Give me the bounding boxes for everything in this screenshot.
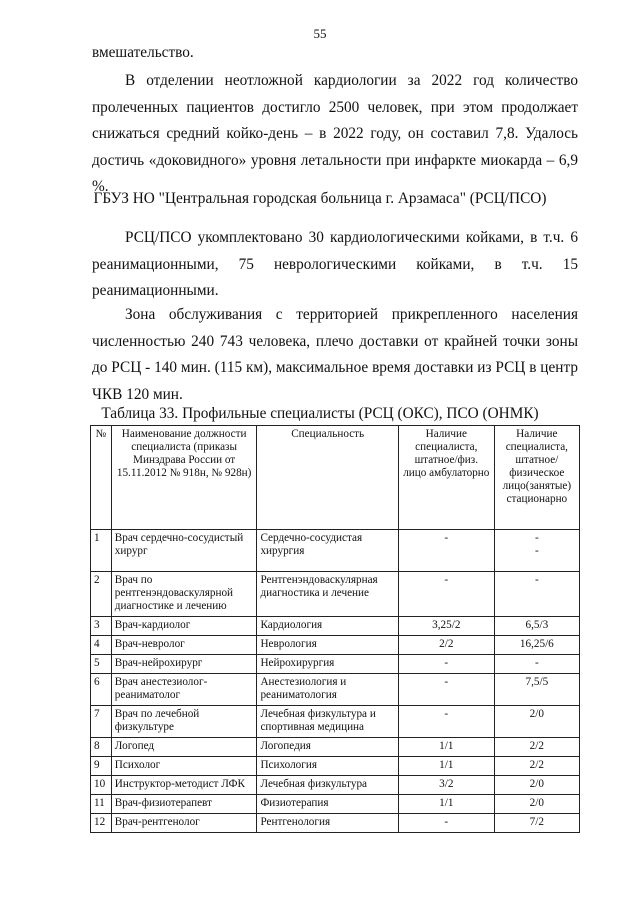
cell-outpatient: 3,25/2 bbox=[398, 617, 494, 636]
cell-position: Врач-нейрохирург bbox=[111, 655, 257, 674]
cell-outpatient: 3/2 bbox=[398, 776, 494, 795]
cell-outpatient: 1/1 bbox=[398, 795, 494, 814]
cell-position: Врач по рентгенэндоваскулярной диагностике и лечению bbox=[111, 572, 257, 617]
cell-position: Врач-рентгенолог bbox=[111, 814, 257, 833]
cell-outpatient: 2/2 bbox=[398, 636, 494, 655]
paragraph-3: РСЦ/ПСО укомплектовано 30 кардиологическими койками, в т.ч. 6 реанимационными, 75 неврологическими койками, в т.ч. 15 реанимационными. bbox=[92, 229, 578, 299]
header-outpatient: Наличие специалиста, штатное/физ. лицо амбулаторно bbox=[398, 426, 494, 530]
cell-inpatient-line: - bbox=[534, 532, 539, 544]
hospital-heading: ГБУЗ НО "Центральная городская больница г. Арзамаса" (РСЦ/ПСО) bbox=[93, 190, 547, 207]
cell-specialty: Психология bbox=[257, 757, 398, 776]
cell-num: 9 bbox=[91, 757, 112, 776]
cell-outpatient: 1/1 bbox=[398, 738, 494, 757]
cell-inpatient: - bbox=[494, 572, 579, 617]
cell-num: 4 bbox=[91, 636, 112, 655]
table-row bbox=[91, 572, 580, 617]
cell-inpatient: 2/0 bbox=[494, 795, 579, 814]
cell-position: Врач по лечебной физкультуре bbox=[111, 706, 257, 738]
cell-num: 5 bbox=[91, 655, 112, 674]
table-row bbox=[91, 655, 580, 674]
table-row bbox=[91, 530, 580, 572]
cell-specialty: Кардиология bbox=[257, 617, 398, 636]
cell-outpatient: - bbox=[398, 572, 494, 617]
cell-outpatient: - bbox=[398, 706, 494, 738]
page-number: 55 bbox=[313, 26, 327, 41]
cell-inpatient: 6,5/3 bbox=[494, 617, 579, 636]
cell-num: 1 bbox=[91, 530, 112, 572]
cell-num: 12 bbox=[91, 814, 112, 833]
cell-specialty: Рентгенэндоваскулярная диагностика и лечение bbox=[257, 572, 398, 617]
cell-inpatient: 2/0 bbox=[494, 706, 579, 738]
header-position: Наименование должности специалиста (приказы Минздрава России от 15.11.2012 № 918н, № 928н) bbox=[111, 426, 257, 530]
cell-num: 3 bbox=[91, 617, 112, 636]
cell-specialty: Неврология bbox=[257, 636, 398, 655]
cell-inpatient: - bbox=[494, 655, 579, 674]
cell-position: Врач-кардиолог bbox=[111, 617, 257, 636]
cell-specialty: Лечебная физкультура bbox=[257, 776, 398, 795]
table-row bbox=[91, 757, 580, 776]
table-row bbox=[91, 738, 580, 757]
table-row bbox=[91, 617, 580, 636]
specialists-table bbox=[90, 425, 580, 833]
cell-specialty: Сердечно-сосудистая хирургия bbox=[257, 530, 398, 572]
table-row bbox=[91, 795, 580, 814]
table-row bbox=[91, 674, 580, 706]
header-inpatient: Наличие специалиста, штатное/физическое лицо(занятые) стационарно bbox=[494, 426, 579, 530]
header-num: № bbox=[91, 426, 112, 530]
cell-specialty: Логопедия bbox=[257, 738, 398, 757]
cell-num: 2 bbox=[91, 572, 112, 617]
header-specialty: Специальность bbox=[257, 426, 398, 530]
cell-position: Врач сердечно-сосудистый хирург bbox=[111, 530, 257, 572]
cell-outpatient: - bbox=[398, 814, 494, 833]
cell-outpatient: - bbox=[398, 674, 494, 706]
cell-inpatient bbox=[494, 530, 579, 572]
paragraph-2: В отделении неотложной кардиологии за 2022 год количество пролеченных пациентов достигло 2500 человек, при этом продолжает снижаться средний койко-день – в 2022 году, он составил 7,8. Удалось достичь «доковидного» уровня летальности при инфаркте миокарда – 6,9 %. bbox=[92, 72, 578, 195]
cell-position: Логопед bbox=[111, 738, 257, 757]
table-caption: Таблица 33. Профильные специалисты (РСЦ (ОКС), ПСО (ОНМК) bbox=[101, 405, 539, 422]
table-row bbox=[91, 636, 580, 655]
cell-specialty: Анестезиология и реаниматология bbox=[257, 674, 398, 706]
cell-position: Психолог bbox=[111, 757, 257, 776]
paragraph-1: вмешательство. bbox=[92, 44, 194, 61]
cell-num: 7 bbox=[91, 706, 112, 738]
table-header-row bbox=[91, 426, 580, 530]
cell-inpatient: 7,5/5 bbox=[494, 674, 579, 706]
cell-specialty: Нейрохирургия bbox=[257, 655, 398, 674]
cell-specialty: Физиотерапия bbox=[257, 795, 398, 814]
cell-position: Врач-физиотерапевт bbox=[111, 795, 257, 814]
cell-specialty: Рентгенология bbox=[257, 814, 398, 833]
cell-position: Врач-невролог bbox=[111, 636, 257, 655]
cell-inpatient: 2/2 bbox=[494, 738, 579, 757]
paragraph-4: Зона обслуживания с территорией прикрепленного населения численностью 240 743 человека, плечо доставки от крайней точки зоны до РСЦ - 140 мин. (115 км), максимальное время доставки из РСЦ в центр ЧКВ 120 мин. bbox=[92, 306, 578, 403]
cell-inpatient-line: - bbox=[534, 545, 539, 557]
cell-inpatient: 7/2 bbox=[494, 814, 579, 833]
cell-outpatient: - bbox=[398, 530, 494, 572]
cell-outpatient: - bbox=[398, 655, 494, 674]
cell-outpatient: 1/1 bbox=[398, 757, 494, 776]
cell-num: 6 bbox=[91, 674, 112, 706]
cell-num: 10 bbox=[91, 776, 112, 795]
cell-specialty: Лечебная физкультура и спортивная медицина bbox=[257, 706, 398, 738]
table-row bbox=[91, 776, 580, 795]
cell-num: 8 bbox=[91, 738, 112, 757]
table-row bbox=[91, 706, 580, 738]
cell-num: 11 bbox=[91, 795, 112, 814]
cell-inpatient: 2/2 bbox=[494, 757, 579, 776]
table-row bbox=[91, 814, 580, 833]
cell-inpatient: 16,25/6 bbox=[494, 636, 579, 655]
cell-inpatient: 2/0 bbox=[494, 776, 579, 795]
cell-position: Врач анестезиолог-реаниматолог bbox=[111, 674, 257, 706]
cell-position: Инструктор-методист ЛФК bbox=[111, 776, 257, 795]
